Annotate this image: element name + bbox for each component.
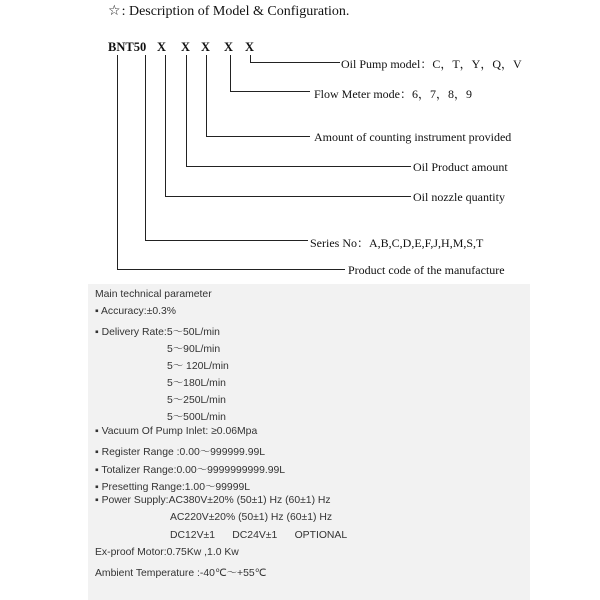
label-oil-product-amount: Oil Product amount [413,160,508,174]
label-oil-nozzle-quantity: Oil nozzle quantity [413,190,505,204]
model-code-x4: X [224,40,234,54]
model-code-x2: X [181,40,191,54]
diagram-title-text: : Description of Model & Configuration. [121,4,350,19]
param-delivery-rate-4: 5～180L/min [167,378,226,389]
model-code-x3: X [201,40,211,54]
label-product-code: Product code of the manufacture [348,263,505,277]
param-delivery-rate-6: 5～500L/min [167,412,226,423]
param-ambient-temperature: Ambient Temperature :-40℃～+55℃ [95,568,267,579]
param-delivery-rate-2: 5～90L/min [167,344,221,355]
param-ex-proof-motor: Ex-proof Motor:0.75Kw ,1.0 Kw [95,547,239,558]
label-series-no: Series No：A,B,C,D,E,F,J,H,M,S,T [310,236,484,250]
connector-counting-instrument [207,55,311,137]
param-delivery-rate: ▪ Delivery Rate:5～50L/min [95,327,220,338]
model-code-x5: X [245,40,255,54]
connector-oil-pump-model [251,55,341,63]
param-accuracy: ▪ Accuracy:±0.3% [95,306,176,317]
param-delivery-rate-3: 5～ 120L/min [167,361,229,372]
label-counting-instrument: Amount of counting instrument provided [314,130,512,144]
param-totalizer-range: ▪ Totalizer Range:0.00～9999999999.99L [95,465,286,476]
model-code-prefix: BNT50 [108,40,147,54]
label-flow-meter-mode: Flow Meter mode：6，7，8，9 [314,87,472,101]
param-vacuum: ▪ Vacuum Of Pump Inlet: ≥0.06Mpa [95,426,258,437]
label-oil-pump-model: Oil Pump model：C，T，Y，Q，V [341,57,522,71]
param-delivery-rate-5: 5～250L/min [167,395,226,406]
connector-oil-nozzle-quantity [166,55,412,197]
model-code-x1: X [157,40,167,54]
param-power-supply-2: AC220V±20% (50±1) Hz (60±1) Hz [170,512,333,523]
params-heading: Main technical parameter [95,289,212,300]
param-power-supply: ▪ Power Supply:AC380V±20% (50±1) Hz (60±1) Hz [95,495,331,506]
connector-series-no [146,55,309,241]
param-power-supply-3: DC12V±1 DC24V±1 OPTIONAL [170,530,348,541]
param-register-range: ▪ Register Range :0.00～999999.99L [95,447,266,458]
connector-lines [0,0,600,290]
param-presetting-range: ▪ Presetting Range:1.00～99999L [95,482,251,493]
star-icon: ☆ [108,3,121,19]
connector-flow-meter-mode [231,55,311,92]
